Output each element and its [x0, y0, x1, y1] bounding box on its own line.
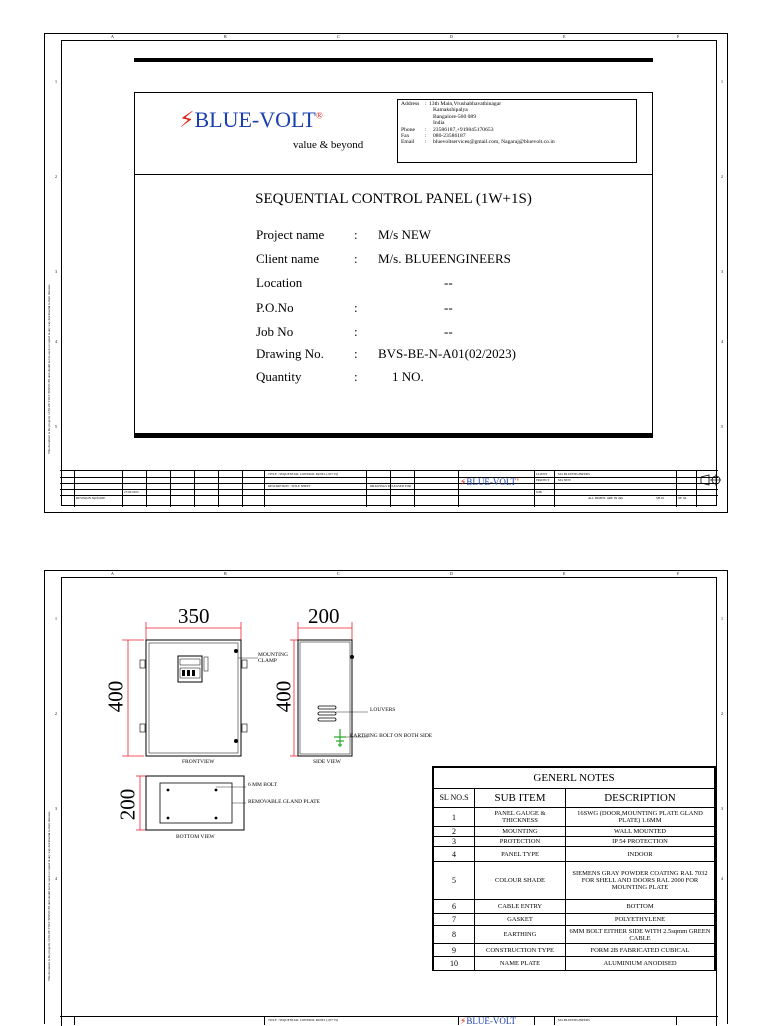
row-marker: 2 — [55, 711, 57, 716]
tb-date: 27/02/2023 — [124, 490, 139, 494]
column-marker: A — [111, 34, 114, 39]
table-row: 9 CONSTRUCTION TYPE FORM 2B FABRICATED CUBICAL — [434, 944, 715, 957]
tb-title: TITLE : SEQUENTIAL CONTROL PANEL (1W+1S) — [268, 472, 339, 476]
table-row: 6 CABLE ENTRY BOTTOM — [434, 900, 715, 914]
tb-all-dims: ALL DIMEN. ARE IN mm — [588, 496, 624, 500]
address-line: Bangalore-560 089 — [433, 113, 477, 120]
side-view-label: SIDE VIEW — [313, 759, 341, 765]
table-row: 5 COLOUR SHADE SIEMENS GRAY POWDER COATING RAL 7032 FOR SHELL AND DOORS RAL 2000 FOR MOUNTING PLATE — [434, 862, 715, 900]
row-marker: 2 — [721, 174, 723, 179]
table-row: 1 PANEL GAUGE & THICKNESS 16SWG (DOOR,MOUNTING PLATE GLAND PLATE) 1.6MM — [434, 808, 715, 827]
field-client-name: Client name : M/s. BLUEENGINEERS — [256, 251, 511, 266]
row-marker: 5 — [721, 424, 723, 429]
row-marker: 1 — [55, 616, 57, 621]
address-block: Address : 13th Main,Vrushabhavathinagar Kamakshipalya Bangalore-560 089 India Phone : 23586187,+919845170653 Fax : 080-23586187 Email : bluevoltservices@gmail.com, Nagaraj@bluevolt.co.in — [397, 99, 637, 163]
row-marker: 5 — [55, 424, 57, 429]
column-marker: F — [677, 34, 680, 39]
address-label: Address — [401, 101, 420, 107]
notes-header: DESCRIPTION — [566, 789, 715, 808]
notes-title: GENERL NOTES — [434, 768, 715, 789]
table-row: 8 EARTHING 6MM BOLT EITHER SIDE WITH 2.5sqmm GREEN CABLE — [434, 926, 715, 944]
bottom-depth-dimension: 200 — [115, 788, 140, 821]
row-marker: 1 — [55, 79, 57, 84]
row-marker: 3 — [721, 269, 723, 274]
ownership-note: This document is the property of BLUE VOLT SERVICES and should not be used or copied in any way detrimental to their interests — [47, 811, 51, 981]
front-view-label: FRONTVIEW — [182, 759, 215, 765]
general-notes-table — [432, 766, 716, 971]
side-height-dimension: 400 — [271, 680, 296, 713]
fax-value: 080-23586187 — [433, 133, 466, 140]
column-marker: C — [337, 34, 340, 39]
tb-title: TITLE : SEQUENTIAL CONTROL PANEL (1W+1S) — [268, 1018, 339, 1022]
tb-client-label: CLIENT — [536, 472, 548, 476]
row-marker: 3 — [721, 806, 723, 811]
field-location: Location -- — [256, 275, 453, 290]
field-quantity: Quantity : 1 NO. — [256, 369, 424, 384]
address-line: India — [433, 120, 445, 127]
phone-value: 23586187,+919845170653 — [433, 126, 494, 133]
column-marker: B — [224, 571, 227, 576]
tb-job-label: JOB — [536, 490, 542, 494]
bottom-view-label: BOTTOM VIEW — [176, 834, 215, 840]
tb-description: DESCRIPTION : TITLE SHEET — [268, 484, 311, 488]
row-marker: 4 — [55, 339, 57, 344]
row-marker: 3 — [55, 269, 57, 274]
tb-project: M/s NEW — [558, 478, 572, 482]
tb-logo: ⚡︎BLUE-VOLT — [460, 1016, 516, 1025]
tb-client: M/s BLUEENGINEERS — [558, 472, 590, 476]
column-marker: C — [337, 571, 340, 576]
column-marker: E — [563, 571, 566, 576]
field-po-no: P.O.No : -- — [256, 300, 453, 315]
notes-header: SUB ITEM — [475, 789, 566, 808]
row-marker: 2 — [55, 174, 57, 179]
tb-logo: ⚡︎BLUE-VOLT® — [460, 477, 520, 487]
row-marker: 2 — [721, 711, 723, 716]
lightning-bolt-icon: ⚡︎ — [460, 1016, 467, 1025]
column-marker: F — [677, 571, 680, 576]
ownership-note: This document is the property of BLUE VOLT SERVICES and should not be used or copied in any way detrimental to their interests — [47, 284, 51, 454]
row-marker: 3 — [55, 806, 57, 811]
company-name: BLUE-VOLT — [194, 107, 316, 132]
tb-project-label: PROJECT — [536, 478, 550, 482]
gland-plate-label: REMOVABLE GLAND PLATE — [248, 799, 321, 805]
bolt-label: 6 MM BOLT — [248, 782, 278, 788]
side-width-dimension: 200 — [308, 604, 340, 628]
column-marker: B — [224, 34, 227, 39]
address-line: 13th Main,Vrushabhavathinagar — [429, 101, 502, 107]
earth-symbol-icon — [334, 729, 346, 747]
earthing-label: EARTHING BOLT ON BOTH SIDE — [350, 733, 433, 739]
drawing-title: SEQUENTIAL CONTROL PANEL (1W+1S) — [255, 191, 532, 207]
front-height-dimension: 400 — [103, 680, 128, 713]
row-marker: 4 — [721, 876, 723, 881]
column-marker: E — [563, 34, 566, 39]
tb-revision: REVISION NO/DATE — [76, 496, 106, 500]
email-value: bluevoltservices@gmail.com, Nagaraj@bluevolt.co.in — [433, 139, 555, 146]
field-job-no: Job No : -- — [256, 324, 453, 339]
row-marker: 1 — [721, 79, 723, 84]
front-width-dimension: 350 — [178, 604, 210, 628]
lightning-bolt-icon: ⚡︎ — [179, 107, 195, 132]
row-marker: 4 — [721, 339, 723, 344]
phone-label: Phone — [401, 126, 415, 133]
column-marker: D — [450, 34, 453, 39]
fax-label: Fax — [401, 133, 410, 140]
row-marker: 1 — [721, 616, 723, 621]
row-marker: 4 — [55, 876, 57, 881]
column-marker: A — [111, 571, 114, 576]
tb-drawings-for: DRAWINGS RELEASED FOR — [370, 484, 412, 488]
email-label: Email — [401, 139, 415, 146]
table-row: 2 MOUNTING WALL MOUNTED — [434, 827, 715, 837]
notes-header: SL NO.S — [434, 789, 475, 808]
table-row: 7 GASKET POLYETHYLENE — [434, 914, 715, 926]
mounting-clamp-label: MOUNTING CLAMP — [258, 652, 288, 664]
louvers-label: LOUVERS — [370, 707, 396, 713]
table-row: 3 PROTECTION IP 54 PROTECTION — [434, 837, 715, 847]
table-row: 4 PANEL TYPE INDOOR — [434, 847, 715, 862]
tb-client: M/s BLUEENGINEERS — [558, 1018, 590, 1022]
field-project-name: Project name : M/s NEW — [256, 227, 432, 242]
table-row: 10 NAME PLATE ALUMINIUM ANODISED — [434, 957, 715, 971]
registered-mark: ® — [315, 110, 323, 121]
address-line: Kamakshipalya — [433, 107, 468, 114]
column-marker: D — [450, 571, 453, 576]
lightning-bolt-icon: ⚡︎ — [460, 477, 467, 487]
field-drawing-no: Drawing No. : BVS-BE-N-A01(02/2023) — [256, 346, 516, 361]
company-tagline: value & beyond — [293, 139, 364, 151]
tb-of: OF 04 — [678, 496, 687, 500]
tb-sheet: SH 01 — [656, 496, 665, 500]
